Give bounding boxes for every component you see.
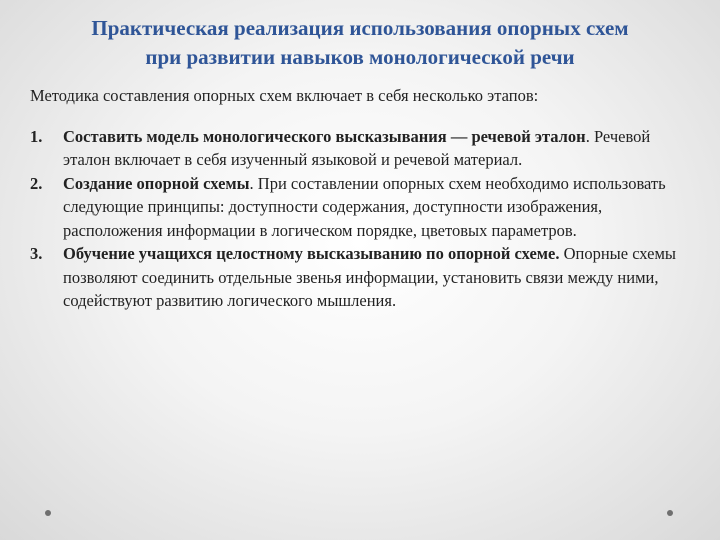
list-item-heading: Создание опорной схемы xyxy=(63,173,250,193)
slide-title-line-1: Практическая реализация использования опорных схем xyxy=(91,16,629,40)
decorative-dot-icon xyxy=(667,510,673,516)
list-item-number: 3. xyxy=(30,244,43,263)
list-item xyxy=(30,172,692,243)
list-item xyxy=(30,242,692,313)
list-item-text: . При составлении опорных схем необходимо использовать следующие принципы: доступности содержания, доступности изображения, расположения информации в логическом порядке, цветовых параметров. xyxy=(63,173,666,240)
list-item-heading: Составить модель монологического высказывания — речевой эталон xyxy=(63,126,586,146)
intro-paragraph: Методика составления опорных схем включает в себя несколько этапов: xyxy=(30,86,539,105)
list-item-text: Опорные схемы позволяют соединить отдельные звенья информации, установить связи между ними, содействуют развитию логического мышления. xyxy=(63,244,676,310)
list-item-text: . Речевой эталон включает в себя изученный языковой и речевой материал. xyxy=(63,126,651,169)
slide-content xyxy=(30,84,692,313)
steps-list xyxy=(30,125,692,313)
decorative-dot-icon xyxy=(45,510,51,516)
list-item-heading: Обучение учащихся целостному высказыванию по опорной схеме. xyxy=(63,244,560,263)
slide-title xyxy=(30,14,690,72)
list-item-number: 1. xyxy=(30,126,43,146)
list-item xyxy=(30,125,692,172)
list-item-number: 2. xyxy=(30,173,43,193)
slide-title-line-2: при развитии навыков монологической речи xyxy=(145,45,575,69)
